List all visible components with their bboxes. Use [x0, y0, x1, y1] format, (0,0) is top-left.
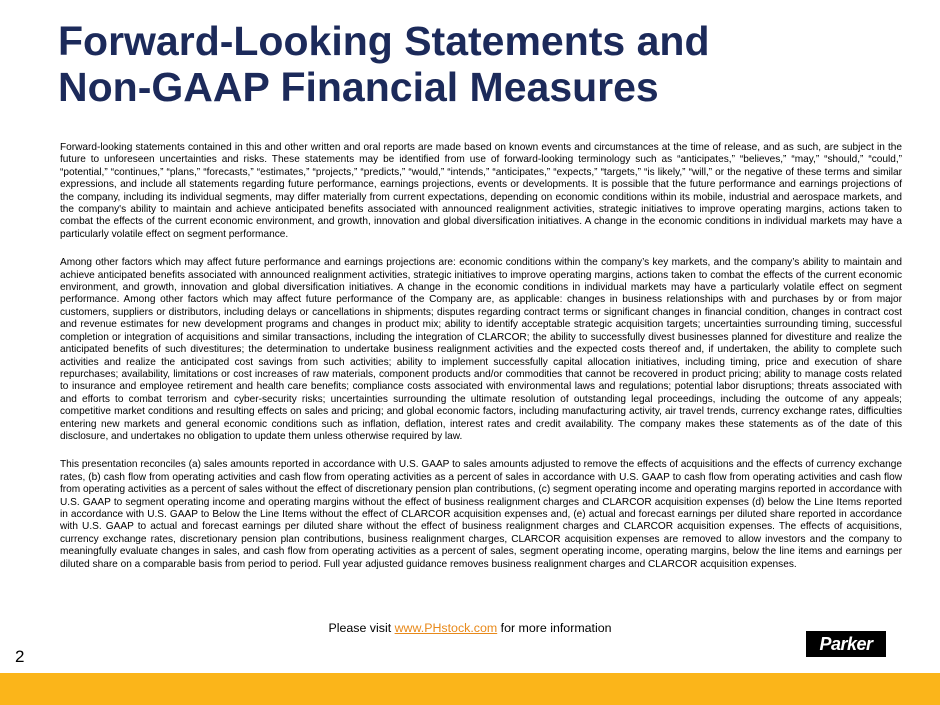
page-number: 2 [15, 647, 25, 666]
visit-prefix: Please visit [328, 621, 395, 635]
non-gaap-paragraph: This presentation reconciles (a) sales amounts reported in accordance with U.S. GAAP to sales amounts adjusted to remove the effects of acquisitions and the effects of currency exchange rates, (b) cash flow from operating activities and cash flow from operating activities as a percent of sales in accordance with U.S. GAAP to cash flow from operating activities and cash flow from operating activities as a percent of sales without the effect of discretionary pension plan contributions, (c) segment operating income and operating margins reported in accordance with U.S. GAAP to segment operating income and operating margins without the effect of business realignment charges and CLARCOR acquisition expenses (d) below the Line Items reported in accordance with U.S. GAAP to Below the Line Items without the effect of CLARCOR acquisition expenses and, (e) actual and forecast earnings per diluted share reported in accordance with U.S. GAAP to actual and forecast earnings per diluted share without the effect of business realignment charges and CLARCOR acquisition expenses. The effects of acquisitions, currency exchange rates, discretionary pension plan contributions, business realignment charges, CLARCOR acquisition expenses are removed to allow investors and the company to meaningfully evaluate changes in sales, and cash flow from operating activities as a percent of sales, segment operating income, operating margins, below the line items and earnings per diluted share on a comparable basis from period to period. Full year adjusted guidance removes business realignment charges and CLARCOR acquisition expenses. [60, 459, 902, 570]
disclaimer-body [60, 142, 902, 587]
visit-notice [0, 621, 940, 635]
risk-factors-paragraph: Among other factors which may affect future performance and earnings projections are: economic conditions within the company’s key markets, and the company’s ability to maintain and achieve anticipated benefits associated with announced realignment activities, strategic initiatives to improve operating margins, actions taken to combat the effects of the current economic environment, and growth, innovation and global diversification initiatives. A change in the economic conditions in individual markets may have a particularly volatile effect on segment performance. Among other factors which may affect future performance of the Company are, as applicable: changes in business relationships with and purchases by or from major customers, suppliers or distributors, including delays or cancellations in shipments; disputes regarding contract terms or significant changes in financial condition, changes in contract cost and revenue estimates for new development programs and changes in product mix; ability to identify acceptable strategic acquisition targets; uncertainties surrounding timing, successful completion or integration of acquisitions and similar transactions, including the integration of CLARCOR; the ability to successfully divest businesses planned for divestiture and realize the anticipated benefits of such divestitures; the determination to undertake business realignment activities and the expected costs thereof and, if undertaken, the ability to complete such activities and realize the anticipated cost savings from such activities; ability to implement successfully capital allocation initiatives, including timing, price and execution of share repurchases; availability, limitations or cost increases of raw materials, component products and/or commodities that cannot be recovered in product pricing; ability to manage costs related to insurance and employee retirement and health care benefits; compliance costs associated with environmental laws and regulations; potential labor disruptions; threats associated with and efforts to combat terrorism and cyber-security risks; uncertainties surrounding the ultimate resolution of outstanding legal proceedings, including the outcome of any appeals; competitive market conditions and resulting effects on sales and pricing; and global economic factors, including manufacturing activity, air travel trends, currency exchange rates, difficulties entering new markets and general economic conditions such as inflation, deflation, interest rates and credit availability. The company makes these statements as of the date of this disclosure, and undertakes no obligation to update them unless otherwise required by law. [60, 257, 902, 442]
page-title [58, 18, 898, 110]
visit-suffix: for more information [500, 621, 612, 635]
forward-looking-paragraph: Forward-looking statements contained in this and other written and oral reports are made based on known events and circumstances at the time of release, and as such, are subject in the future to unforeseen uncertainties and risks. These statements may be identified from use of forward-looking terminology such as “anticipates,” “believes,” “may,” “should,” “could,” “potential,” “continues,” “plans,” “forecasts,” “estimates,” “projects,” “predicts,” “would,” “intends,” “anticipates,” “expects,” “targets,” “is likely,” “will,” or the negative of these terms and similar expressions, and include all statements regarding future performance, earnings projections, events or developments. It is possible that the future performance and earnings projections of the company, including its individual segments, may differ materially from current expectations, depending on economic conditions within its mobile, industrial and aerospace markets, and the company's ability to maintain and achieve anticipated benefits associated with announced realignment activities, strategic initiatives to improve operating margins, actions taken to combat the effects of the current economic environment, and growth, innovation and global diversification initiatives. A change in the economic conditions in individual markets may have a particularly volatile effect on segment performance. [60, 142, 902, 240]
page-title-line-1: Forward-Looking Statements and [58, 18, 710, 64]
phstock-link[interactable]: www.PHstock.com [394, 621, 498, 635]
parker-logo-text: Parker [819, 633, 873, 654]
parker-logo [806, 631, 886, 657]
page-title-line-2: Non-GAAP Financial Measures [58, 64, 659, 110]
footer-bar [0, 673, 940, 705]
